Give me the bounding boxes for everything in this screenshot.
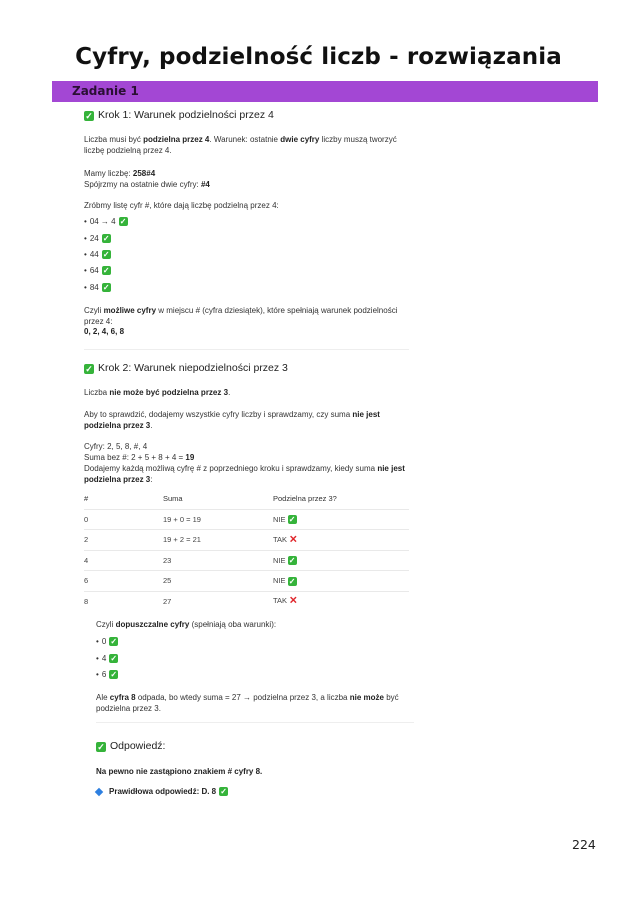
divisibility-table: [84, 489, 409, 611]
step2-digits-line: Cyfry: 2, 5, 8, #, 4: [84, 442, 148, 451]
list-item: • 4 ✓: [96, 654, 118, 663]
page-number: 224: [572, 837, 596, 852]
table-header: Suma: [163, 489, 273, 509]
table-row: 0 19 + 0 = 19 NIE ✓: [84, 509, 409, 530]
check-icon: ✓: [110, 654, 118, 663]
blue-diamond-icon: [95, 787, 103, 795]
list-item: • 24 ✓: [84, 234, 110, 243]
check-icon: ✓: [97, 741, 105, 752]
list-item: • 6 ✓: [96, 670, 118, 679]
table-row: 2 19 + 2 = 21 TAK ✕: [84, 530, 409, 551]
step2-heading-text: Krok 2: Warunek niepodzielności przez 3: [98, 362, 288, 374]
step1-last-two-line: Spójrzmy na ostatnie dwie cyfry: #4: [84, 180, 210, 189]
step1-conclusion: Czyli możliwe cyfry w miejscu # (cyfra dziesiątek), które spełniają warunek podzielności przez 4:: [84, 306, 398, 326]
table-row: 4 23 NIE ✓: [84, 550, 409, 571]
task-banner-label: Zadanie 1: [72, 84, 139, 98]
table-header: Podzielna przez 3?: [273, 489, 409, 509]
step2-heading: [84, 363, 288, 374]
divider: [96, 722, 414, 723]
check-icon: ✓: [85, 110, 93, 121]
table-row: 8 27 TAK ✕: [84, 596, 298, 607]
step1-number-line: Mamy liczbę: 258#4: [84, 169, 156, 178]
task-banner: [52, 81, 598, 102]
check-icon: ✓: [102, 283, 110, 292]
check-icon: ✓: [102, 250, 110, 259]
list-item: • 0 ✓: [96, 637, 118, 646]
list-item: • 84 ✓: [84, 283, 110, 292]
check-icon: ✓: [288, 576, 296, 586]
step2-paragraph-2: Aby to sprawdzić, dodajemy wszystkie cyfry liczby i sprawdzamy, czy suma nie jest podzielna przez 3.: [84, 410, 380, 430]
step1-paragraph: Liczba musi być podzielna przez 4. Warunek: ostatnie dwie cyfry liczby muszą tworzyć liczbę podzielną przez 4.: [84, 135, 397, 155]
check-icon: ✓: [102, 234, 110, 243]
table-header-row: [84, 489, 409, 509]
list-item: • 04 → 4 ✓: [84, 217, 127, 226]
list-item: • 64 ✓: [84, 266, 110, 275]
step2-paragraph-1: Liczba nie może być podzielna przez 3.: [84, 388, 231, 397]
page-title: Cyfry, podzielność liczb - rozwiązania: [75, 44, 562, 70]
check-icon: ✓: [102, 266, 110, 275]
check-icon: ✓: [85, 363, 93, 374]
table-header: #: [84, 489, 163, 509]
allowed-digits-intro: Czyli dopuszczalne cyfry (spełniają oba warunki):: [96, 620, 277, 629]
check-icon: ✓: [110, 637, 118, 646]
cross-icon: ✕: [289, 596, 298, 607]
step1-heading-text: Krok 1: Warunek podzielności przez 4: [98, 109, 274, 121]
correct-answer: Prawidłowa odpowiedź: D. 8 ✓: [96, 786, 228, 797]
step2-note: Ale cyfra 8 odpada, bo wtedy suma = 27 → podzielna przez 3, a liczba nie może być podzielna przez 3.: [96, 693, 399, 713]
check-icon: ✓: [220, 787, 227, 796]
answer-heading: [96, 741, 165, 752]
answer-statement: Na pewno nie zastąpiono znakiem # cyfry 8.: [96, 767, 263, 776]
step2-sum-line: Suma bez #: 2 + 5 + 8 + 4 = 19: [84, 453, 195, 462]
divider: [84, 349, 409, 350]
check-icon: ✓: [110, 670, 118, 679]
check-icon: ✓: [119, 217, 127, 226]
table-row: 6 25 NIE ✓: [84, 571, 409, 592]
step1-digits: 0, 2, 4, 6, 8: [84, 327, 125, 336]
step1-list-intro: Zróbmy listę cyfr #, które dają liczbę podzielną przez 4:: [84, 201, 279, 210]
check-icon: ✓: [288, 556, 296, 566]
check-icon: ✓: [288, 515, 296, 525]
cross-icon: ✕: [289, 534, 298, 546]
list-item: • 44 ✓: [84, 250, 110, 259]
step1-heading: [84, 110, 274, 121]
step2-paragraph-3: Dodajemy każdą możliwą cyfrę # z poprzedniego kroku i sprawdzamy, kiedy suma nie jest podzielna przez 3:: [84, 464, 405, 484]
answer-heading-text: Odpowiedź:: [110, 740, 166, 752]
